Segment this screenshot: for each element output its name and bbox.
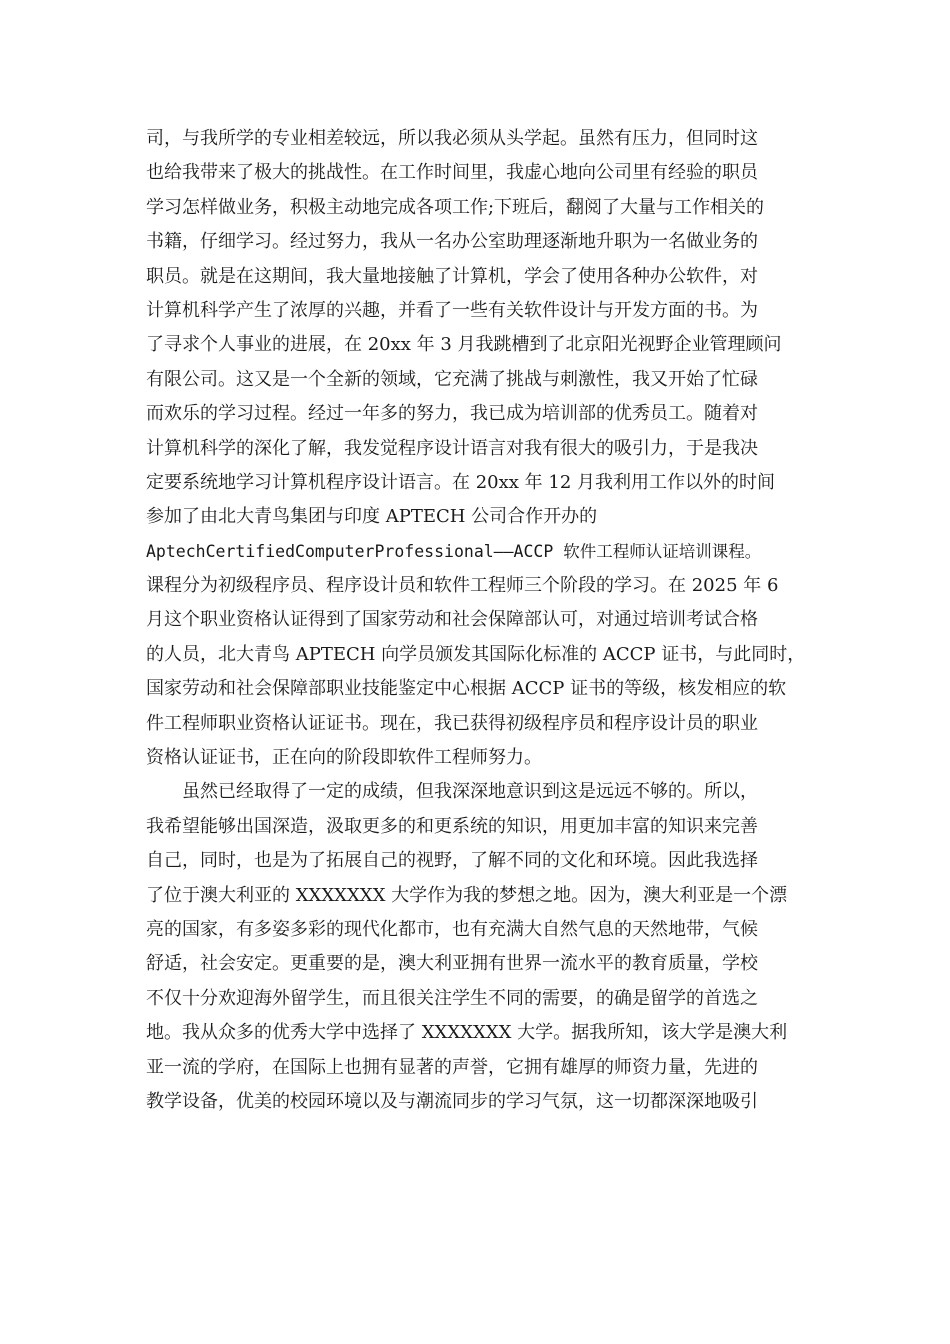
text-line: 地。我从众多的优秀大学中选择了 XXXXXXX 大学。据我所知，该大学是澳大利: [146, 1022, 788, 1044]
text-line: 定要系统地学习计算机程序设计语言。在 20xx 年 12 月我利用工作以外的时间: [146, 471, 775, 493]
text-line: 计算机科学的深化了解，我发觉程序设计语言对我有很大的吸引力，于是我决: [146, 437, 758, 459]
text-line: 自己，同时，也是为了拓展自己的视野，了解不同的文化和环境。因此我选择: [146, 850, 758, 872]
text-line: 我希望能够出国深造，汲取更多的和更系统的知识，用更加丰富的知识来完善: [146, 815, 758, 837]
text-line: 书籍，仔细学习。经过努力，我从一名办公室助理逐渐地升职为一名做业务的: [146, 231, 758, 253]
paragraph-first-line: 虽然已经取得了一定的成绩，但我深深地意识到这是远远不够的。所以，: [182, 781, 758, 803]
text-line: 的人员，北大青鸟 APTECH 向学员颁发其国际化标准的 ACCP 证书，与此同时，: [146, 643, 806, 665]
text-line: 教学设备，优美的校园环境以及与潮流同步的学习气氛，这一切都深深地吸引: [146, 1090, 758, 1112]
text-line: 有限公司。这又是一个全新的领域，它充满了挑战与刺激性，我又开始了忙碌: [146, 368, 758, 390]
text-line: 也给我带来了极大的挑战性。在工作时间里，我虚心地向公司里有经验的职员: [146, 162, 758, 184]
text-line: 课程分为初级程序员、程序设计员和软件工程师三个阶段的学习。在 2025 年 6: [146, 575, 779, 597]
text-line: 亚一流的学府，在国际上也拥有显著的声誉，它拥有雄厚的师资力量，先进的: [146, 1056, 758, 1078]
document-body: [146, 122, 811, 1119]
text-line: 而欢乐的学习过程。经过一年多的努力，我已成为培训部的优秀员工。随着对: [146, 403, 758, 425]
text-line: 不仅十分欢迎海外留学生，而且很关注学生不同的需要，的确是留学的首选之: [146, 987, 758, 1009]
text-line: 资格认证证书，正在向的阶段即软件工程师努力。: [146, 747, 542, 769]
text-line: 学习怎样做业务，积极主动地完成各项工作;下班后，翻阅了大量与工作相关的: [146, 196, 765, 218]
text-line: 舒适，社会安定。更重要的是，澳大利亚拥有世界一流水平的教育质量，学校: [146, 953, 758, 975]
text-line: 件工程师职业资格认证证书。现在，我已获得初级程序员和程序设计员的职业: [146, 712, 758, 734]
text-line: 职员。就是在这期间，我大量地接触了计算机，学会了使用各种办公软件，对: [146, 265, 758, 287]
text-line: 了位于澳大利亚的 XXXXXXX 大学作为我的梦想之地。因为，澳大利亚是一个漂: [146, 884, 788, 906]
text-line: 了寻求个人事业的进展，在 20xx 年 3 月我跳槽到了北京阳光视野企业管理顾问: [146, 334, 782, 356]
text-line: 亮的国家，有多姿多彩的现代化都市，也有充满大自然气息的天然地带，气候: [146, 918, 758, 940]
text-line: AptechCertifiedComputerProfessional——ACCP 软件工程师认证培训课程。: [146, 541, 762, 561]
text-line: 参加了由北大青鸟集团与印度 APTECH 公司合作开办的: [146, 506, 598, 528]
text-line: 国家劳动和社会保障部职业技能鉴定中心根据 ACCP 证书的等级，核发相应的软: [146, 678, 787, 700]
text-line: 计算机科学产生了浓厚的兴趣，并看了一些有关软件设计与开发方面的书。为: [146, 299, 758, 321]
text-line: 月这个职业资格认证得到了国家劳动和社会保障部认可，对通过培训考试合格: [146, 609, 758, 631]
text-line: 司，与我所学的专业相差较远，所以我必须从头学起。虽然有压力，但同时这: [146, 128, 758, 149]
